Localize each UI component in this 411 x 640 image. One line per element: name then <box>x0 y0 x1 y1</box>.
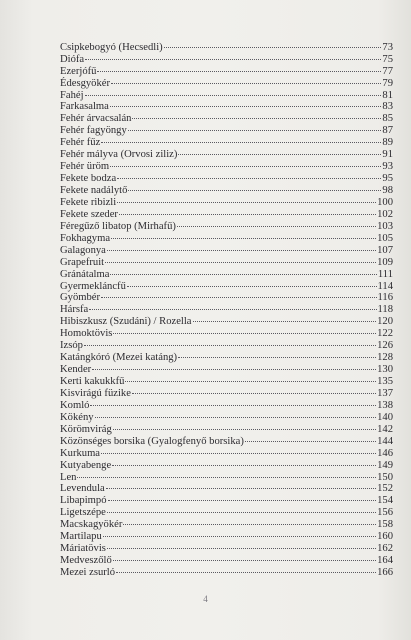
toc-entry-page: 107 <box>377 244 393 256</box>
dot-leader <box>85 59 381 60</box>
toc-entry-page: 130 <box>377 364 393 376</box>
dot-leader <box>132 393 376 394</box>
toc-entry <box>60 185 393 197</box>
dot-leader <box>101 297 376 298</box>
toc-entry-title: Ezerjófű <box>60 65 97 77</box>
dot-leader <box>90 405 376 406</box>
toc-entry-page: 91 <box>382 149 393 161</box>
dot-leader <box>95 417 377 418</box>
toc-entry <box>60 340 393 352</box>
toc-entry-page: 118 <box>377 304 393 316</box>
dot-leader <box>128 130 382 131</box>
toc-entry <box>60 304 393 316</box>
toc-entry <box>60 352 393 364</box>
toc-entry-title: Fahéj <box>60 89 84 101</box>
toc-entry-title: Grapefruit <box>60 256 105 268</box>
dot-leader <box>132 118 381 119</box>
toc-entry-title: Kisvirágú füzike <box>60 387 131 399</box>
toc-entry <box>60 543 393 555</box>
dot-leader <box>105 262 376 263</box>
toc-entry-page: 102 <box>377 208 393 220</box>
dot-leader <box>107 548 376 549</box>
toc-entry-title: Mezei zsurló <box>60 567 116 579</box>
dot-leader <box>107 250 376 251</box>
toc-entry-title: Izsóp <box>60 340 83 352</box>
dot-leader <box>111 238 376 239</box>
toc-entry-title: Ligetszépe <box>60 507 106 519</box>
toc-entry <box>60 448 393 460</box>
toc-entry-page: 149 <box>377 459 393 471</box>
dot-leader <box>113 429 376 430</box>
toc-entry <box>60 78 393 90</box>
toc-entry-page: 138 <box>377 399 393 411</box>
toc-entry <box>60 257 393 269</box>
toc-entry-title: Fehér üröm <box>60 161 110 173</box>
toc-entry <box>60 388 393 400</box>
dot-leader <box>128 190 381 191</box>
toc-entry-page: 83 <box>382 101 393 113</box>
toc-entry <box>60 292 393 304</box>
toc-entry-title: Farkasalma <box>60 101 109 113</box>
dot-leader <box>103 536 376 537</box>
toc-entry-page: 158 <box>377 519 393 531</box>
toc-entry-page: 85 <box>382 113 393 125</box>
toc-entry <box>60 328 393 340</box>
toc-entry-page: 105 <box>377 232 393 244</box>
dot-leader <box>101 453 376 454</box>
dot-leader <box>92 369 376 370</box>
toc-entry-title: Levendula <box>60 483 105 495</box>
toc-entry <box>60 90 393 102</box>
toc-entry-page: 111 <box>377 268 393 280</box>
dot-leader <box>111 83 381 84</box>
dot-leader <box>113 333 376 334</box>
toc-entry-page: 95 <box>382 173 393 185</box>
toc-entry-page: 79 <box>382 77 393 89</box>
table-of-contents <box>60 42 393 579</box>
toc-entry-page: 137 <box>377 387 393 399</box>
toc-entry <box>60 316 393 328</box>
toc-entry-page: 140 <box>377 411 393 423</box>
toc-entry-title: Medveszőlő <box>60 555 112 567</box>
toc-entry-page: 150 <box>377 471 393 483</box>
toc-entry-page: 109 <box>377 256 393 268</box>
toc-entry-page: 116 <box>377 292 393 304</box>
toc-entry-page: 103 <box>377 220 393 232</box>
toc-entry-title: Közönséges borsika (Gyalogfenyő borsika) <box>60 435 244 447</box>
toc-entry <box>60 233 393 245</box>
toc-entry-title: Len <box>60 471 77 483</box>
toc-entry-title: Katángkóró (Mezei katáng) <box>60 352 178 364</box>
toc-entry <box>60 567 393 579</box>
toc-entry-title: Körömvirág <box>60 423 112 435</box>
toc-entry-title: Máriatövis <box>60 543 106 555</box>
dot-leader <box>97 71 381 72</box>
dot-leader <box>106 488 376 489</box>
toc-entry-title: Fehér fűz <box>60 137 101 149</box>
dot-leader <box>245 441 376 442</box>
dot-leader <box>127 286 377 287</box>
toc-entry-title: Féregűző libatop (Mirhafű) <box>60 220 176 232</box>
toc-entry-page: 126 <box>377 340 393 352</box>
toc-entry <box>60 269 393 281</box>
toc-entry-page: 146 <box>377 447 393 459</box>
dot-leader <box>178 154 381 155</box>
toc-entry-title: Fekete ribizli <box>60 196 117 208</box>
dot-leader <box>77 477 376 478</box>
toc-entry <box>60 376 393 388</box>
toc-entry <box>60 472 393 484</box>
toc-entry <box>60 161 393 173</box>
toc-entry-title: Kender <box>60 364 92 376</box>
toc-entry-title: Fehér fagyöngy <box>60 125 127 137</box>
toc-entry <box>60 495 393 507</box>
toc-entry-title: Gyermekláncfű <box>60 280 126 292</box>
toc-entry-page: 77 <box>382 65 393 77</box>
toc-entry <box>60 245 393 257</box>
dot-leader <box>117 178 381 179</box>
toc-entry <box>60 113 393 125</box>
dot-leader <box>108 500 377 501</box>
toc-entry-title: Hibiszkusz (Szudáni) / Rozella <box>60 316 192 328</box>
dot-leader <box>112 465 376 466</box>
dot-leader <box>178 357 376 358</box>
toc-entry <box>60 173 393 185</box>
dot-leader <box>101 142 381 143</box>
toc-entry-title: Kutyabenge <box>60 459 112 471</box>
toc-entry-page: 81 <box>382 89 393 101</box>
toc-entry-page: 142 <box>377 423 393 435</box>
toc-entry-page: 154 <box>377 495 393 507</box>
toc-entry-page: 166 <box>377 567 393 579</box>
toc-entry-page: 89 <box>382 137 393 149</box>
toc-entry <box>60 197 393 209</box>
dot-leader <box>193 321 377 322</box>
toc-entry-title: Homoktövis <box>60 328 113 340</box>
toc-entry-title: Édesgyökér <box>60 77 111 89</box>
toc-entry-page: 98 <box>382 185 393 197</box>
toc-entry <box>60 149 393 161</box>
toc-entry <box>60 66 393 78</box>
toc-entry-title: Kurkuma <box>60 447 101 459</box>
toc-entry-page: 135 <box>377 376 393 388</box>
toc-entry-title: Macskagyökér <box>60 519 123 531</box>
dot-leader <box>85 95 382 96</box>
dot-leader <box>113 560 376 561</box>
toc-entry <box>60 101 393 113</box>
toc-entry <box>60 436 393 448</box>
toc-entry <box>60 42 393 54</box>
dot-leader <box>177 226 376 227</box>
toc-entry <box>60 400 393 412</box>
toc-entry-page: 162 <box>377 543 393 555</box>
toc-entry-title: Gyömbér <box>60 292 101 304</box>
toc-entry <box>60 519 393 531</box>
toc-entry <box>60 125 393 137</box>
dot-leader <box>125 381 376 382</box>
toc-entry-page: 87 <box>382 125 393 137</box>
dot-leader <box>123 524 376 525</box>
toc-entry <box>60 531 393 543</box>
toc-entry-page: 93 <box>382 161 393 173</box>
toc-entry-title: Gránátalma <box>60 268 110 280</box>
toc-entry <box>60 424 393 436</box>
toc-entry <box>60 483 393 495</box>
toc-entry <box>60 555 393 567</box>
toc-entry <box>60 221 393 233</box>
dot-leader <box>110 166 381 167</box>
toc-entry <box>60 460 393 472</box>
toc-entry <box>60 137 393 149</box>
toc-entry-title: Kerti kakukkfű <box>60 376 125 388</box>
toc-entry-title: Fekete nadálytő <box>60 185 128 197</box>
toc-entry-title: Csipkebogyó (Hecsedli) <box>60 41 163 53</box>
toc-entry-page: 164 <box>377 555 393 567</box>
toc-entry-page: 144 <box>377 435 393 447</box>
toc-entry <box>60 364 393 376</box>
dot-leader <box>116 572 376 573</box>
dot-leader <box>110 106 382 107</box>
dot-leader <box>119 214 376 215</box>
dot-leader <box>84 345 376 346</box>
toc-entry-title: Diófa <box>60 53 85 65</box>
toc-entry <box>60 412 393 424</box>
toc-entry-page: 75 <box>382 53 393 65</box>
toc-entry-page: 100 <box>377 196 393 208</box>
toc-entry-title: Martilapu <box>60 531 102 543</box>
toc-entry <box>60 281 393 293</box>
toc-entry-title: Fokhagyma <box>60 232 111 244</box>
toc-entry <box>60 507 393 519</box>
toc-entry-page: 114 <box>377 280 393 292</box>
toc-entry-title: Komló <box>60 399 90 411</box>
page-number: 4 <box>203 594 208 604</box>
toc-entry-title: Fekete szeder <box>60 208 118 220</box>
dot-leader <box>89 309 376 310</box>
toc-entry-page: 156 <box>377 507 393 519</box>
toc-entry-page: 152 <box>377 483 393 495</box>
dot-leader <box>107 512 376 513</box>
toc-entry-page: 160 <box>377 531 393 543</box>
dot-leader <box>164 47 382 48</box>
toc-entry <box>60 209 393 221</box>
toc-entry-title: Hársfa <box>60 304 89 316</box>
toc-entry-page: 120 <box>377 316 393 328</box>
toc-entry-page: 73 <box>382 41 393 53</box>
toc-entry-title: Galagonya <box>60 244 106 256</box>
toc-entry-page: 122 <box>377 328 393 340</box>
dot-leader <box>110 274 376 275</box>
toc-entry-title: Kökény <box>60 411 94 423</box>
toc-entry <box>60 54 393 66</box>
toc-entry-title: Libapimpó <box>60 495 107 507</box>
toc-entry-title: Fehér árvacsalán <box>60 113 132 125</box>
toc-entry-page: 128 <box>377 352 393 364</box>
toc-entry-title: Fehér mályva (Orvosi ziliz) <box>60 149 178 161</box>
toc-entry-title: Fekete bodza <box>60 173 117 185</box>
dot-leader <box>117 202 376 203</box>
